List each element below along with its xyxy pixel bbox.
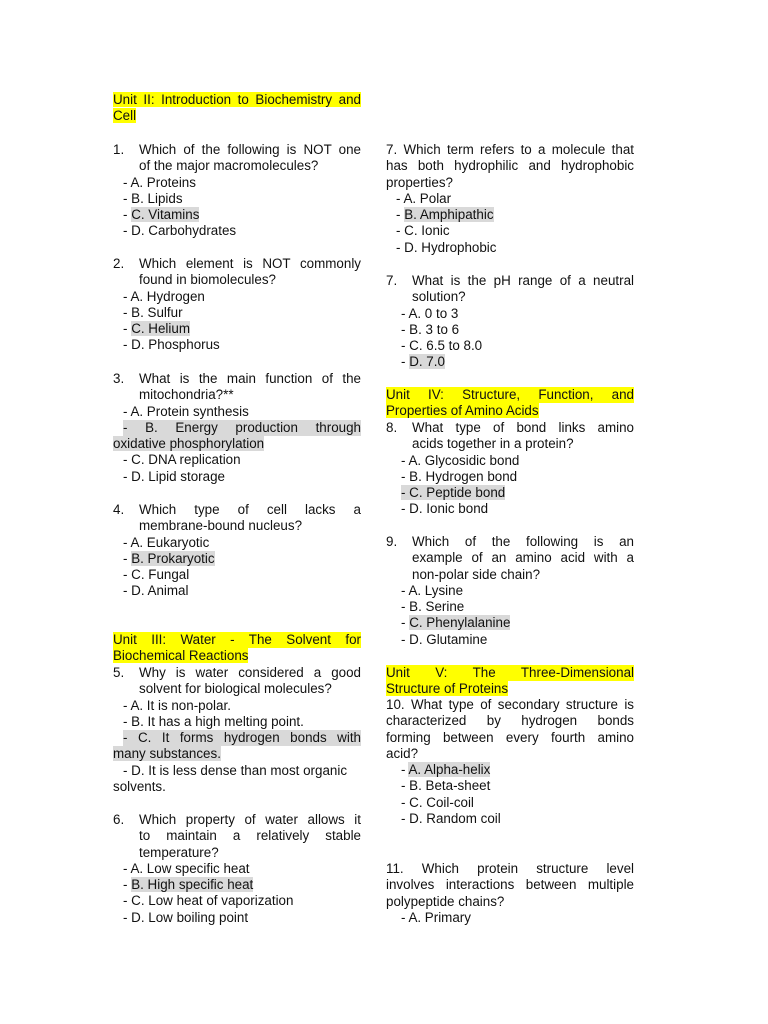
option-b: - B. Lipids [123,190,183,206]
option-c-answer: - C. Helium [123,321,190,337]
option-d: - D. Hydrophobic [396,239,497,255]
option-d-answer: - D. 7.0 [401,354,445,370]
option-d: - D. Random coil [401,811,501,827]
unit-iii-heading: Unit III: Water - The Solvent for Biochemical Reactions [113,632,361,664]
question-11: 11. Which protein structure level involves interactions between multiple polypeptide chains? - A. Primary [386,861,634,925]
option-d: - D. Glutamine [401,631,488,647]
unit-ii-heading: Unit II: Introduction to Biochemistry and Cell [113,92,361,124]
option-a: - A. 0 to 3 [401,305,459,321]
option-b-answer: - B. Prokaryotic [123,550,215,566]
option-a: - A. Proteins [123,174,196,190]
unit-iv-heading: Unit IV: Structure, Function, and Properties of Amino Acids [386,387,634,419]
option-a: - A. Protein synthesis [123,403,249,419]
question-3: 3. What is the main function of the mitochondria?** - A. Protein synthesis - B. Energy production through oxidative phosphorylation - C. DNA replication - D. Lipid storage [113,371,361,484]
option-c-answer: - C. Peptide bond [401,485,506,501]
option-a: - A. Hydrogen [123,288,205,304]
option-b-answer: - B. Energy production through oxidative phosphorylation [113,419,361,452]
option-c-answer: - C. Vitamins [123,207,200,223]
option-b: - B. Beta-sheet [401,778,491,794]
option-c: - C. Fungal [123,567,190,583]
option-b: - B. Sulfur [123,304,183,320]
option-a: - A. Glycosidic bond [401,452,520,468]
option-d: - D. Animal [123,583,189,599]
question-10: 10. What type of secondary structure is characterized by hydrogen bonds forming between every fourth amino acid? - A. Alpha-helix - B. Beta-sheet - C. Coil-coil - D. Random coil [386,697,634,827]
question-1: 1. Which of the following is NOT one of the major macromolecules? - A. Proteins - B. Lipids - C. Vitamins - D. Carbohydrates [113,142,361,239]
question-7-ph: 7. What is the pH range of a neutral solution? - A. 0 to 3 - B. 3 to 6 - C. 6.5 to 8.0 - D. 7.0 [386,273,634,370]
question-7-molecule: 7. Which term refers to a molecule that has both hydrophilic and hydrophobic properties? - A. Polar - B. Amphipathic - C. Ionic - D. Hydrophobic [386,142,634,255]
question-6: 6. Which property of water allows it to maintain a relatively stable temperature? - A. Low specific heat - B. High specific heat - C. Low heat of vaporization - D. Low boiling point [113,812,361,925]
option-c: - C. 6.5 to 8.0 [401,338,483,354]
question-9: 9. Which of the following is an example of an amino acid with a non-polar side chain? - A. Lysine - B. Serine - C. Phenylalanine - D. Glutamine [386,534,634,647]
option-b-answer: - B. Amphipathic [396,207,494,223]
option-b: - B. Serine [401,599,465,615]
option-d: - D. It is less dense than most organic [123,762,348,778]
option-d: - D. Low boiling point [123,909,249,925]
option-d: - D. Phosphorus [123,337,220,353]
question-8: 8. What type of bond links amino acids together in a protein? - A. Glycosidic bond - B. Hydrogen bond - C. Peptide bond - D. Ionic bond [386,420,634,517]
option-a: - A. It is non-polar. [123,697,231,713]
option-b: - B. It has a high melting point. [123,713,304,729]
option-c: - C. Coil-coil [401,794,474,810]
option-d: - D. Carbohydrates [123,223,237,239]
question-4: 4. Which type of cell lacks a membrane-bound nucleus? - A. Eukaryotic - B. Prokaryotic - C. Fungal - D. Animal [113,502,361,599]
option-a-answer: - A. Alpha-helix [401,762,491,778]
question-5: 5. Why is water considered a good solvent for biological molecules? - A. It is non-polar. - B. It has a high melting point. - C. It forms hydrogen bonds with many substances. - D. It is less dense than most organic solvents. [113,665,361,795]
option-a: - A. Polar [396,190,452,206]
option-a: - A. Eukaryotic [123,534,210,550]
option-a: - A. Low specific heat [123,860,250,876]
option-b: - B. Hydrogen bond [401,468,518,484]
option-a: - A. Lysine [401,582,464,598]
question-2: 2. Which element is NOT commonly found in biomolecules? - A. Hydrogen - B. Sulfur - C. Helium - D. Phosphorus [113,256,361,353]
option-b: - B. 3 to 6 [401,321,460,337]
option-a: - A. Primary [401,909,471,925]
option-c: - C. DNA replication [123,452,241,468]
option-d: - D. Ionic bond [401,501,489,517]
unit-v-heading: Unit V: The Three-Dimensional Structure of Proteins [386,665,634,697]
option-d: - D. Lipid storage [123,468,225,484]
option-c: - C. Low heat of vaporization [123,893,294,909]
option-c-answer: - C. Phenylalanine [401,615,511,631]
option-b-answer: - B. High specific heat [123,877,254,893]
option-c-answer: - C. It forms hydrogen bonds with many substances. [113,730,361,762]
option-c: - C. Ionic [396,223,450,239]
